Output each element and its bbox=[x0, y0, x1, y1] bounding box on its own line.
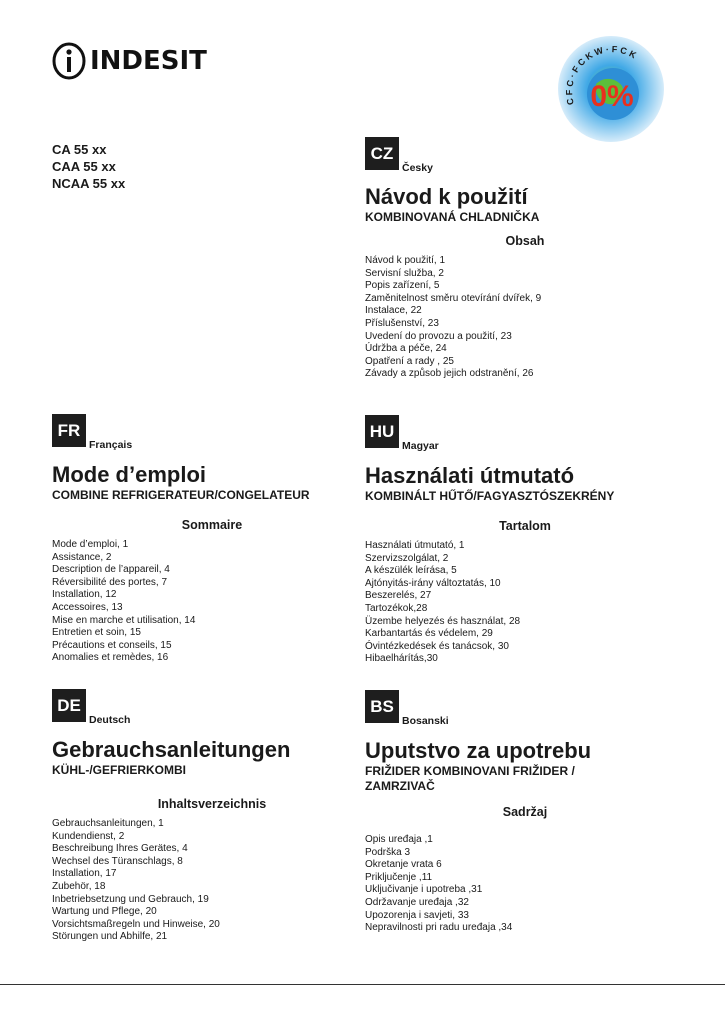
toc-item: Nepravilnosti pri radu uređaja ,34 bbox=[365, 922, 513, 934]
section-bs bbox=[365, 689, 685, 935]
toc-item: Beszerelés, 27 bbox=[365, 590, 432, 602]
section-hu bbox=[365, 414, 685, 666]
toc-item: Mode d’emploi, 1 bbox=[52, 539, 129, 550]
section-de bbox=[52, 688, 372, 944]
toc-list bbox=[365, 540, 685, 666]
model-item: NCAA 55 xx bbox=[52, 176, 126, 191]
toc-item: Beschreibung Ihres Gerätes, 4 bbox=[52, 843, 188, 855]
badge-zero-percent: 0% bbox=[590, 80, 634, 113]
section-title: Használati útmutató bbox=[365, 463, 575, 488]
toc-item: Tartozékok,28 bbox=[365, 602, 428, 614]
toc-item: Accessoires, 13 bbox=[52, 601, 123, 613]
indesit-logo bbox=[52, 42, 207, 80]
toc-item: Zubehör, 18 bbox=[52, 880, 106, 892]
section-subtitle: COMBINE REFRIGERATEUR/CONGELATEUR bbox=[52, 488, 310, 502]
toc-item: Störungen und Abhilfe, 21 bbox=[52, 931, 168, 943]
toc-item: Zaměnitelnost směru otevírání dvířek, 9 bbox=[365, 292, 542, 304]
toc-item: Příslušenství, 23 bbox=[365, 317, 439, 329]
toc-heading: Inhaltsverzeichnis bbox=[157, 797, 267, 811]
model-item: CA 55 xx bbox=[52, 142, 107, 157]
toc-item: Upozorenja i savjeti, 33 bbox=[365, 909, 469, 921]
section-cz bbox=[365, 136, 685, 381]
toc-item: Gebrauchsanleitungen, 1 bbox=[52, 818, 164, 829]
language-name: Magyar bbox=[402, 440, 439, 452]
section-title: Gebrauchsanleitungen bbox=[52, 737, 291, 762]
cfc-free-badge bbox=[556, 34, 666, 144]
toc-item: Servisní služba, 2 bbox=[365, 267, 444, 279]
language-name: Bosanski bbox=[402, 715, 449, 727]
language-code-badge: CZ bbox=[365, 137, 399, 170]
toc-item: A készülék leírása, 5 bbox=[365, 565, 457, 577]
language-name: Deutsch bbox=[89, 714, 131, 726]
toc-item: Wechsel des Türanschlags, 8 bbox=[52, 855, 183, 867]
toc-item: Návod k použití, 1 bbox=[365, 255, 446, 266]
language-code-badge: DE bbox=[52, 689, 86, 722]
section-subtitle: KÜHL-/GEFRIERKOMBI bbox=[52, 763, 186, 777]
toc-item: Précautions et conseils, 15 bbox=[52, 639, 172, 651]
toc-item: Wartung und Pflege, 20 bbox=[52, 906, 157, 918]
section-title: Mode d’emploi bbox=[52, 462, 206, 487]
language-code-badge: HU bbox=[365, 415, 399, 448]
toc-item: Mise en marche et utilisation, 14 bbox=[52, 614, 196, 626]
model-item: CAA 55 xx bbox=[52, 159, 116, 174]
toc-item: Opatření a rady , 25 bbox=[365, 355, 454, 367]
toc-list bbox=[365, 255, 685, 381]
toc-item: Réversibilité des portes, 7 bbox=[52, 576, 168, 588]
toc-item: Závady a způsob jejich odstranění, 26 bbox=[365, 368, 534, 380]
toc-heading: Sommaire bbox=[181, 518, 243, 532]
section-title: Návod k použití bbox=[365, 184, 528, 209]
toc-item: Podrška 3 bbox=[365, 846, 411, 858]
toc-item: Kundendienst, 2 bbox=[52, 830, 125, 842]
section-title: Uputstvo za upotrebu bbox=[365, 738, 592, 763]
toc-item: Priključenje ,11 bbox=[365, 871, 433, 883]
toc-item: Opis uređaja ,1 bbox=[365, 834, 433, 845]
badge-ring-text: C F C · F C K W · F C K bbox=[564, 44, 638, 106]
toc-item: Entretien et soin, 15 bbox=[52, 627, 141, 639]
brand-name: INDESIT bbox=[90, 46, 207, 76]
toc-item: Ajtónyitás-irány változtatás, 10 bbox=[365, 577, 501, 589]
toc-item: Assistance, 2 bbox=[52, 551, 112, 563]
section-subtitle: KOMBINOVANÁ CHLADNIČKA bbox=[365, 210, 540, 224]
toc-item: Installation, 12 bbox=[52, 589, 117, 601]
language-name: Français bbox=[89, 439, 133, 451]
toc-item: Inbetriebsetzung und Gebrauch, 19 bbox=[52, 893, 209, 905]
model-list bbox=[52, 141, 125, 192]
footer-divider bbox=[0, 984, 725, 985]
toc-item: Hibaelhárítás,30 bbox=[365, 653, 438, 665]
toc-item: Karbantartás és védelem, 29 bbox=[365, 628, 493, 640]
toc-heading: Sadržaj bbox=[502, 805, 548, 819]
toc-item: Installation, 17 bbox=[52, 868, 117, 880]
toc-item: Vorsichtsmaßregeln und Hinweise, 20 bbox=[52, 918, 220, 930]
section-subtitle: FRIŽIDER KOMBINOVANI FRIŽIDER / ZAMRZIVAČ bbox=[365, 764, 575, 793]
toc-item: Használati útmutató, 1 bbox=[365, 540, 465, 551]
toc-list bbox=[365, 834, 685, 935]
toc-item: Anomalies et remèdes, 16 bbox=[52, 652, 169, 664]
section-fr bbox=[52, 413, 372, 665]
toc-item: Údržba a péče, 24 bbox=[365, 343, 447, 355]
toc-item: Szervizszolgálat, 2 bbox=[365, 552, 449, 564]
toc-heading: Tartalom bbox=[499, 519, 551, 533]
language-name: Česky bbox=[402, 162, 433, 174]
toc-item: Óvintézkedések és tanácsok, 30 bbox=[365, 640, 509, 652]
section-subtitle: KOMBINÁLT HŰTŐ/FAGYASZTÓSZEKRÉNY bbox=[365, 489, 615, 503]
toc-item: Uvedení do provozu a použití, 23 bbox=[365, 330, 512, 342]
toc-item: Instalace, 22 bbox=[365, 305, 422, 317]
toc-list bbox=[52, 539, 372, 665]
toc-item: Uključivanje i upotreba ,31 bbox=[365, 884, 483, 896]
language-code-badge: FR bbox=[52, 414, 86, 447]
toc-item: Popis zařízení, 5 bbox=[365, 280, 440, 292]
toc-item: Description de l’appareil, 4 bbox=[52, 564, 170, 576]
toc-item: Okretanje vrata 6 bbox=[365, 859, 442, 871]
toc-item: Održavanje uređaja ,32 bbox=[365, 896, 469, 908]
language-code-badge: BS bbox=[365, 690, 399, 723]
toc-item: Üzembe helyezés és használat, 28 bbox=[365, 615, 521, 627]
toc-list bbox=[52, 818, 372, 944]
indesit-logo-icon bbox=[52, 42, 86, 80]
toc-heading: Obsah bbox=[505, 234, 545, 248]
